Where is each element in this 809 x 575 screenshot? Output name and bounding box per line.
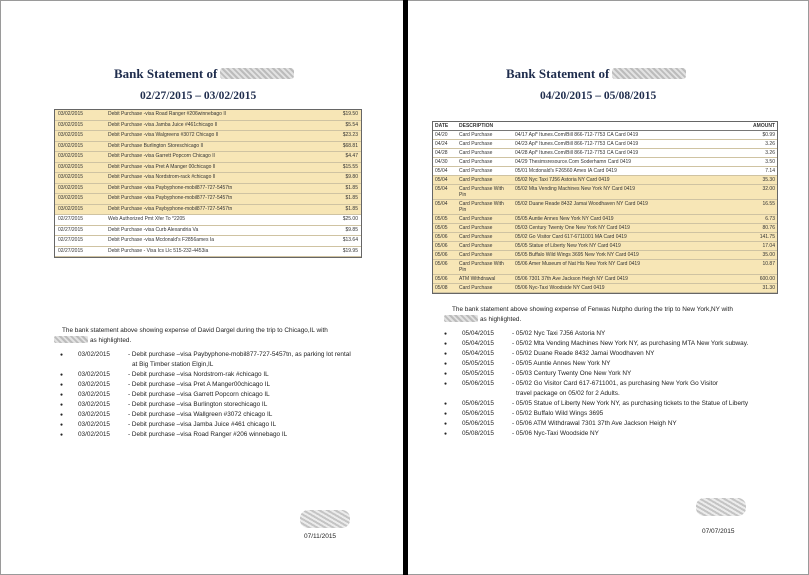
bullet-text: - 05/05 Statue of Liberty New York NY, as purchasing tickets to the Statue of Liberty	[512, 400, 749, 407]
bullet-date: 05/04/2015	[462, 340, 494, 347]
right-title-text: Bank Statement of	[506, 66, 610, 81]
bullet-date: 05/06/2015	[462, 410, 494, 417]
row-amount: $25.00	[285, 215, 361, 226]
left-paragraph-line-2	[54, 336, 394, 346]
row-date: 05/08	[433, 284, 457, 293]
left-signature	[300, 510, 350, 528]
table-row	[433, 158, 777, 167]
row-description: Card Purchase With Pin	[457, 260, 513, 275]
row-amount: 3.26	[739, 149, 777, 158]
row-detail: 05/05 Buffalo Wild Wings 3695 New York NY Card 0419	[513, 251, 739, 260]
table-row	[55, 131, 361, 142]
row-amount: 16.55	[739, 200, 777, 215]
row-date: 03/02/2015	[55, 120, 105, 131]
row-detail: 05/06 Nyc-Taxi Woodside NY Card 0419	[513, 284, 739, 293]
table-row	[433, 200, 777, 215]
table-row	[433, 233, 777, 242]
date-column-header: DATE	[433, 122, 457, 131]
redacted-name	[220, 68, 294, 79]
row-description: Card Purchase With Pin	[457, 185, 513, 200]
bullet-text: - 05/02 Nyc Taxi 7J56 Astoria NY	[512, 330, 606, 337]
bullet-text: - Debit purchase –visa Pret A Manger00chicago IL	[128, 381, 271, 388]
bullet-text: - Debit purchase –visa Nordstrom-rak #chicago IL	[128, 371, 269, 378]
bullet-text: - Debit purchase –visa Burlington storechicago IL	[128, 401, 268, 408]
table-row	[55, 120, 361, 131]
row-amount: 17.04	[739, 242, 777, 251]
bullet-date: 03/02/2015	[78, 351, 110, 358]
bullet-text: - 05/06 ATM Withdrawal 7301 37th Ave Jackson Heigh NY	[512, 420, 677, 427]
row-amount: 600.00	[739, 275, 777, 284]
row-detail: 05/05 Auntie Annes New York NY Card 0419	[513, 215, 739, 224]
row-detail: 05/03 Century Twenty One New York NY Card 0419	[513, 224, 739, 233]
list-item	[444, 329, 796, 339]
left-date-range: 02/27/2015 – 03/02/2015	[140, 90, 257, 102]
list-item	[444, 339, 796, 349]
row-date: 04/30	[433, 158, 457, 167]
right-paragraph-line-2	[444, 315, 796, 325]
row-description: Debit Purchase -visa Paybyphone-mobil877-727-5457tn	[105, 194, 285, 205]
list-item	[60, 410, 396, 420]
row-amount: $23.23	[285, 131, 361, 142]
row-amount: 31.30	[739, 284, 777, 293]
row-amount: $9.80	[285, 173, 361, 184]
bullet-text: - 05/05 Auntie Annes New York NY	[512, 360, 611, 367]
row-amount: 80.76	[739, 224, 777, 233]
row-date: 03/02/2015	[55, 162, 105, 173]
row-date: 02/27/2015	[55, 215, 105, 226]
row-date: 03/02/2015	[55, 194, 105, 205]
table-row	[55, 183, 361, 194]
table-row	[433, 149, 777, 158]
row-amount: $1.85	[285, 194, 361, 205]
row-description: Debit Purchase -visa Mcdonald's F2856ames Ia	[105, 236, 285, 247]
row-date: 03/02/2015	[55, 204, 105, 215]
row-amount: $68.81	[285, 141, 361, 152]
left-paragraph	[54, 326, 394, 346]
bullet-date: 05/08/2015	[462, 430, 494, 437]
row-amount: 7.14	[739, 167, 777, 176]
row-date: 05/04	[433, 176, 457, 185]
right-signature	[696, 498, 746, 516]
row-description: Debit Purchase -visa Jamba Juice #461chicago Il	[105, 120, 285, 131]
left-sign-date: 07/11/2015	[304, 533, 337, 540]
bullet-text: - 05/02 Duane Reade 8432 Jamai Woodhaven NY	[512, 350, 655, 357]
table-row	[55, 162, 361, 173]
bullet-date: 03/02/2015	[78, 401, 110, 408]
table-row	[433, 185, 777, 200]
row-detail: 05/01 Mcdonald's F26560 Ames IA Card 0419	[513, 167, 739, 176]
row-amount: $19.95	[285, 246, 361, 257]
detail-column-header	[513, 122, 739, 131]
row-description: Card Purchase	[457, 149, 513, 158]
row-amount: 141.75	[739, 233, 777, 242]
row-description: Debit Purchase Burlington Storeschicago Il	[105, 141, 285, 152]
list-item	[60, 350, 396, 360]
right-bullet-list	[444, 329, 796, 439]
row-date: 05/06	[433, 251, 457, 260]
row-amount: 32.00	[739, 185, 777, 200]
row-amount: $9.85	[285, 225, 361, 236]
row-description: Card Purchase	[457, 224, 513, 233]
right-title	[506, 66, 686, 82]
row-description: Card Purchase	[457, 176, 513, 185]
list-item	[444, 429, 796, 439]
table-row	[433, 224, 777, 233]
row-description: Debit Purchase -visa Nordstrom-rack #chicago Il	[105, 173, 285, 184]
bullet-date: 05/05/2015	[462, 370, 494, 377]
bullet-text: - Debit purchase –visa Wallgreen #3072 chicago IL	[128, 411, 273, 418]
row-date: 05/04	[433, 167, 457, 176]
right-paragraph-line-2-text: as highlighted.	[480, 316, 522, 323]
bullet-date: 05/06/2015	[462, 420, 494, 427]
bullet-date: 03/02/2015	[78, 371, 110, 378]
row-description: Debit Purchase -visa Walgreens #3072 Chicago Il	[105, 131, 285, 142]
row-date: 05/06	[433, 242, 457, 251]
table-row	[55, 246, 361, 257]
row-detail: 04/23 Apl* Itunes.Com/Bill 866-712-7753 CA Card 0419	[513, 140, 739, 149]
row-date: 04/20	[433, 131, 457, 140]
row-description: Debit Purchase -visa Pret A Manger 00chicago Il	[105, 162, 285, 173]
row-description: Card Purchase	[457, 140, 513, 149]
row-description: Card Purchase	[457, 167, 513, 176]
bullet-date: 03/02/2015	[78, 431, 110, 438]
left-title	[114, 66, 294, 82]
table-row	[433, 176, 777, 185]
row-date: 04/24	[433, 140, 457, 149]
left-page	[8, 8, 400, 568]
row-amount: 35.00	[739, 251, 777, 260]
row-amount: 10.87	[739, 260, 777, 275]
row-amount: $0.99	[739, 131, 777, 140]
row-date: 03/02/2015	[55, 183, 105, 194]
table-row	[433, 260, 777, 275]
left-title-text: Bank Statement of	[114, 66, 218, 81]
row-date: 02/27/2015	[55, 225, 105, 236]
row-amount: $19.50	[285, 110, 361, 120]
list-item	[60, 390, 396, 400]
bullet-date: 05/05/2015	[462, 360, 494, 367]
bullet-text: - 05/06 Nyc-Taxi Woodside NY	[512, 430, 599, 437]
right-paragraph	[444, 305, 796, 325]
row-description: Debit Purchase -visa Road Ranger #206winnebago Il	[105, 110, 285, 120]
bullet-text: - Debit purchase –visa Garrett Popcorn chicago IL	[128, 391, 270, 398]
table-row	[433, 284, 777, 293]
row-description: Card Purchase	[457, 233, 513, 242]
row-amount: $4.47	[285, 152, 361, 163]
row-date: 02/27/2015	[55, 246, 105, 257]
bullet-date: 03/02/2015	[78, 421, 110, 428]
row-date: 03/02/2015	[55, 141, 105, 152]
row-date: 05/04	[433, 200, 457, 215]
row-description: Card Purchase	[457, 131, 513, 140]
left-paragraph-line-2-text: as highlighted.	[90, 337, 132, 344]
list-item	[444, 399, 796, 409]
table-row	[433, 275, 777, 284]
row-detail: 05/02 Go Visitor Card 617-6711001 MA Card 0419	[513, 233, 739, 242]
row-date: 02/27/2015	[55, 236, 105, 247]
redacted-name	[54, 336, 88, 343]
row-description: Card Purchase	[457, 215, 513, 224]
amount-column-header: AMOUNT	[739, 122, 777, 131]
bullet-text: at Big Timber station Elgin,IL	[132, 361, 214, 368]
row-date: 05/05	[433, 224, 457, 233]
table-row	[433, 167, 777, 176]
right-sign-date: 07/07/2015	[702, 528, 735, 535]
row-description: Debit Purchase - Visa Ics Llc 515-232-4453ia	[105, 246, 285, 257]
row-description: Debit Purchase -visa Curb Alexandria Va	[105, 225, 285, 236]
list-item	[60, 400, 396, 410]
left-paragraph-line-1: The bank statement above showing expense of David Dargel during the trip to Chicago,IL with	[62, 327, 328, 334]
bullet-text: - 05/02 Go Visitor Card 617-6711001, as purchasing New York Go Visitor	[512, 380, 719, 387]
table-row	[55, 225, 361, 236]
table-row	[55, 215, 361, 226]
bullet-date: 05/06/2015	[462, 380, 494, 387]
table-row	[55, 236, 361, 247]
row-description: Debit Purchase -visa Garrett Popcorn Chicago Il	[105, 152, 285, 163]
table-row	[433, 131, 777, 140]
row-date: 05/06	[433, 260, 457, 275]
row-description: Web Authorized Pmt Xfer To *2205	[105, 215, 285, 226]
bullet-text: - 05/03 Century Twenty One New York NY	[512, 370, 632, 377]
row-amount: 6.73	[739, 215, 777, 224]
row-amount: $13.64	[285, 236, 361, 247]
row-amount: 3.26	[739, 140, 777, 149]
list-item	[60, 360, 396, 370]
bullet-text: - 05/02 Buffalo Wild Wings 3695	[512, 410, 604, 417]
bullet-date: 03/02/2015	[78, 391, 110, 398]
table-row	[433, 251, 777, 260]
bullet-date: 05/04/2015	[462, 350, 494, 357]
list-item	[444, 379, 796, 389]
row-detail: 05/02 Nyc Taxi 7J56 Astoria NY Card 0419	[513, 176, 739, 185]
right-paragraph-line-1: The bank statement above showing expense of Fenwas Nutpho during the trip to New York,NY with	[452, 306, 733, 313]
table-row	[433, 215, 777, 224]
row-date: 05/04	[433, 185, 457, 200]
row-detail: 05/06 7301 37th Ave Jackson Heigh NY Card 0419	[513, 275, 739, 284]
left-bullet-list	[60, 350, 396, 440]
table-row	[433, 140, 777, 149]
row-description: Card Purchase	[457, 242, 513, 251]
left-statement-table	[54, 109, 362, 258]
list-item	[60, 380, 396, 390]
right-statement-table	[432, 121, 778, 294]
row-detail: 04/29 Thesimsresource.Com Soderhamn Card 0419	[513, 158, 739, 167]
row-amount: $15.55	[285, 162, 361, 173]
bullet-text: - Debit purchase –visa Jamba Juice #461 chicago IL	[128, 421, 277, 428]
row-detail: 05/02 Mta Vending Machines New York NY Card 0419	[513, 185, 739, 200]
redacted-name	[612, 68, 686, 79]
redacted-name	[444, 315, 478, 322]
row-date: 03/02/2015	[55, 110, 105, 120]
table-row	[55, 141, 361, 152]
row-detail: 04/28 Apl* Itunes.Com/Bill 866-712-7753 CA Card 0419	[513, 149, 739, 158]
row-description: Card Purchase	[457, 251, 513, 260]
bullet-text: - 05/02 Mta Vending Machines New York NY, as purchasing MTA New York subway.	[512, 340, 749, 347]
row-amount: $1.85	[285, 183, 361, 194]
list-item	[444, 389, 796, 399]
row-date: 05/06	[433, 233, 457, 242]
row-detail: 05/02 Duane Reade 8432 Jamai Woodhaven NY Card 0419	[513, 200, 739, 215]
list-item	[444, 409, 796, 419]
right-date-range: 04/20/2015 – 05/08/2015	[540, 90, 657, 102]
row-date: 05/06	[433, 275, 457, 284]
row-description: Card Purchase	[457, 284, 513, 293]
row-description: Card Purchase	[457, 158, 513, 167]
row-date: 03/02/2015	[55, 173, 105, 184]
table-row	[55, 110, 361, 120]
bullet-text: travel package on 05/02 for 2 Adults.	[516, 390, 620, 397]
list-item	[60, 370, 396, 380]
description-column-header: DESCRIPTION	[457, 122, 513, 131]
right-page	[410, 8, 802, 568]
table-row	[55, 152, 361, 163]
bullet-date: 05/06/2015	[462, 400, 494, 407]
bullet-date: 03/02/2015	[78, 381, 110, 388]
row-date: 05/05	[433, 215, 457, 224]
row-description: Debit Purchase -visa Paybyphone-mobil877-727-5457tn	[105, 204, 285, 215]
table-row	[433, 242, 777, 251]
table-row	[55, 204, 361, 215]
list-item	[60, 430, 396, 440]
row-date: 04/28	[433, 149, 457, 158]
bullet-date: 05/04/2015	[462, 330, 494, 337]
bullet-date: 03/02/2015	[78, 411, 110, 418]
list-item	[444, 419, 796, 429]
row-detail: 04/17 Apl* Itunes.Com/Bill 866-712-7753 CA Card 0419	[513, 131, 739, 140]
table-row	[55, 173, 361, 184]
row-date: 03/02/2015	[55, 131, 105, 142]
row-amount: 35.30	[739, 176, 777, 185]
row-detail: 05/05 Statue of Liberty New York NY Card 0419	[513, 242, 739, 251]
list-item	[444, 359, 796, 369]
row-description: Debit Purchase -visa Paybyphone-mobil877-727-5457tn	[105, 183, 285, 194]
list-item	[444, 349, 796, 359]
bullet-text: - Debit purchase –visa Road Ranger #206 winnebago IL	[128, 431, 288, 438]
row-description: ATM Withdrawal	[457, 275, 513, 284]
row-amount: $5.54	[285, 120, 361, 131]
row-amount: 3.50	[739, 158, 777, 167]
row-detail: 05/06 Amer Museum of Nat His New York NY Card 0419	[513, 260, 739, 275]
bullet-text: - Debit purchase –visa Paybyphone-mobil877-727-5457tn, as parking lot rental	[128, 351, 351, 358]
list-item	[60, 420, 396, 430]
row-date: 03/02/2015	[55, 152, 105, 163]
row-description: Card Purchase With Pin	[457, 200, 513, 215]
page-divider	[403, 0, 408, 575]
list-item	[444, 369, 796, 379]
table-row	[55, 194, 361, 205]
row-amount: $1.85	[285, 204, 361, 215]
